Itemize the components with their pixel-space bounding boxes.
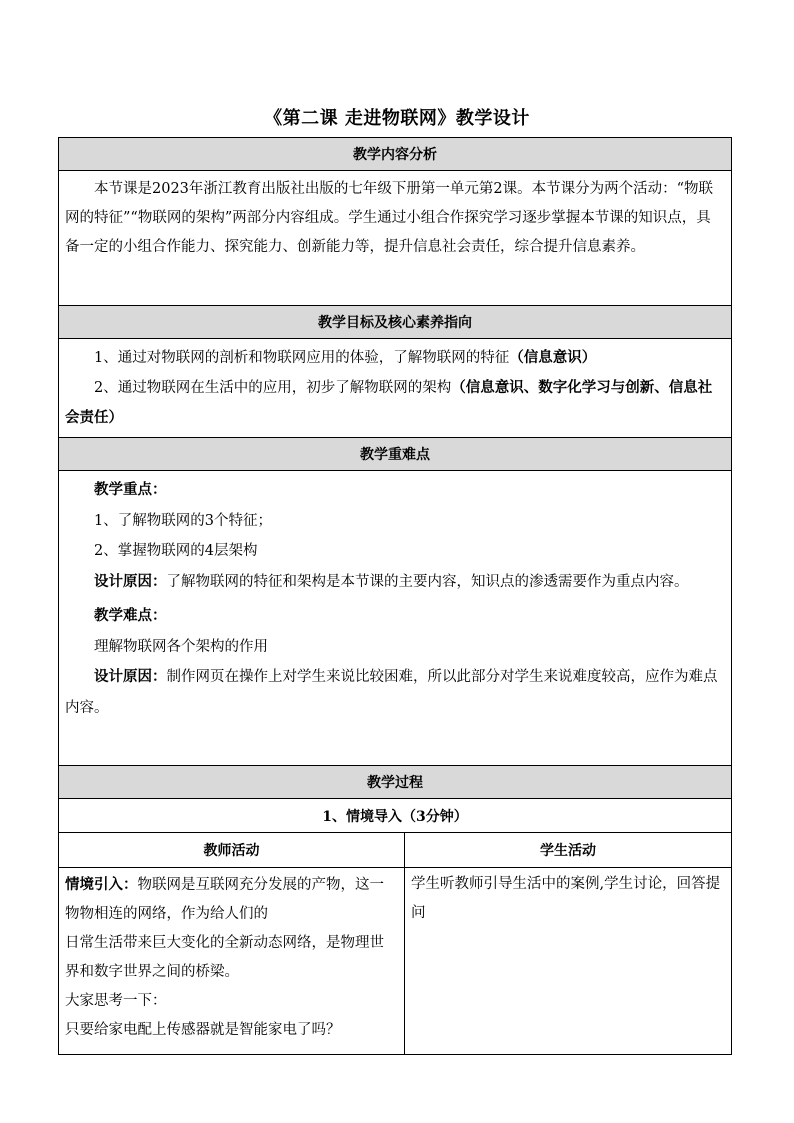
- reason-text: 了解物联网的特征和架构是本节课的主要内容，知识点的渗透需要作为重点内容。: [166, 573, 689, 590]
- content-analysis-text: 本节课是2023年浙江教育出版社出版的七年级下册第一单元第2课。本节课分为两个活动：“物联网的特征”“物联网的架构”两部分内容组成。学生通过小组合作探究学习逐步掌握本节课的知识点，具备一定的小组合作能力、探究能力、创新能力等，提升信息社会责任，综合提升信息素养。: [65, 181, 714, 255]
- difficulty-label: 教学难点：: [94, 607, 167, 624]
- section-header-label: 教学内容分析: [59, 138, 732, 171]
- section-header-process: [59, 766, 732, 799]
- section-header-label: 教学重难点: [59, 438, 732, 471]
- step-1-header: [59, 799, 732, 833]
- teacher-text: 物联网是互联网充分发展的产物，这一物物相连的网络，作为给人们的: [65, 877, 384, 922]
- student-activity-header: 学生活动: [405, 833, 732, 868]
- activity-column-headers: [59, 833, 732, 868]
- reason-1: [65, 567, 725, 598]
- objective-item-1: [65, 343, 725, 373]
- teacher-line-3: 大家思考一下：: [65, 993, 167, 1009]
- focus-label: 教学重点：: [94, 481, 167, 498]
- section-header-content-analysis: [59, 138, 732, 171]
- section-header-label: 教学目标及核心素养指向: [59, 306, 732, 339]
- objective-text: 1、通过对物联网的剖析和物联网应用的体验，了解物联网的特征: [94, 350, 510, 366]
- section-header-label: 教学过程: [59, 766, 732, 799]
- reason-label: 设计原因：: [94, 668, 167, 685]
- difficulty-item: 理解物联网各个架构的作用: [94, 638, 268, 655]
- focus-item-2: 2、掌握物联网的4层架构: [94, 543, 258, 559]
- reason-text: 制作网页在操作上对学生来说比较困难，所以此部分对学生来说难度较高，应作为难点内容。: [65, 669, 718, 716]
- step-1-title: 1、情境导入（3分钟）: [59, 799, 732, 833]
- objectives-cell: [59, 339, 732, 438]
- objective-item-2: [65, 373, 725, 433]
- teacher-activity-header: 教师活动: [59, 833, 405, 868]
- student-activity-text: 学生听教师引导生活中的案例,学生讨论，回答提问: [411, 876, 721, 921]
- reason-2: [65, 662, 725, 723]
- teacher-line-2: 日常生活带来巨大变化的全新动态网络，是物理世界和数字世界之间的桥梁。: [65, 935, 384, 980]
- teacher-line-4: 只要给家电配上传感器就是智能家电了吗？: [65, 1022, 341, 1038]
- section-header-objectives: [59, 306, 732, 339]
- teacher-activity-cell: [59, 868, 405, 1055]
- key-points-cell: [59, 471, 732, 766]
- focus-item-1: 1、了解物联网的3个特征；: [94, 512, 272, 529]
- content-analysis-cell: [59, 171, 732, 306]
- reason-label: 设计原因：: [94, 572, 167, 590]
- student-activity-cell: [405, 868, 732, 1055]
- teacher-line-1: [65, 870, 398, 929]
- teacher-label: 情境引入：: [65, 876, 138, 893]
- objective-text: 2、通过物联网在生活中的应用，初步了解物联网的架构: [94, 380, 452, 396]
- objective-tag: （信息意识）: [509, 349, 597, 366]
- section-header-key-points: [59, 438, 732, 471]
- lesson-plan-table: [58, 137, 732, 1055]
- page-title: 《第二课 走进物联网》教学设计: [264, 108, 530, 129]
- objective-tag: （信息意识、数字化学习与创新、信息社会责任）: [65, 379, 713, 426]
